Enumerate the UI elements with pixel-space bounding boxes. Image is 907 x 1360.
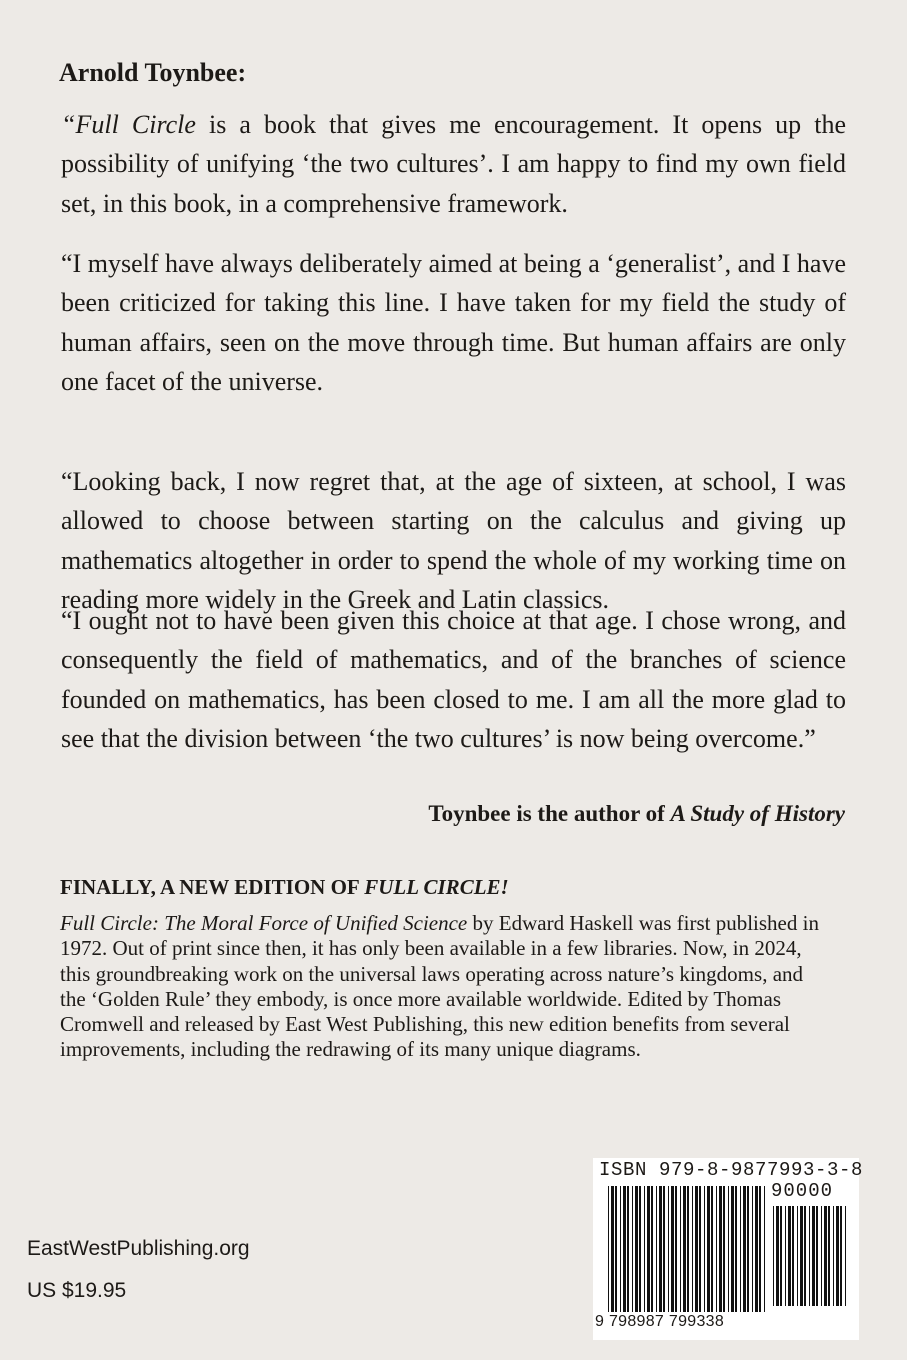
barcode-bar — [785, 1206, 786, 1306]
barcode-bar — [731, 1186, 734, 1312]
ean-barcode-bars — [608, 1186, 768, 1320]
edition-description — [60, 911, 830, 1063]
barcode-bar — [675, 1186, 677, 1312]
quote-paragraph-3: “Looking back, I now regret that, at the age of sixteen, at school, I was allowed to choose between starting on the calculus and giving up mathematics altogether in order to spend the whole of my working time on reading more widely in the Greek and Latin classics. — [61, 467, 846, 615]
barcode-bar — [707, 1186, 710, 1312]
barcode-bar — [764, 1186, 765, 1312]
barcode-bar — [816, 1206, 818, 1306]
quote-paragraph-1-text: is a book that gives me encouragement. It opens up the possibility of unifying ‘the two cultures’. I am happy to find my own field set, in this book, in a comprehensive framework. — [61, 110, 847, 218]
barcode-bar — [656, 1186, 657, 1312]
barcode-bar — [635, 1186, 638, 1312]
attribution-prefix: Toynbee is the author of — [428, 801, 671, 826]
barcode-bar — [699, 1186, 701, 1312]
quote-paragraph-2: “I myself have always deliberately aimed at being a ‘generalist’, and I have been criticized for taking this line. I have taken for my field the study of human affairs, seen on the move through time. But human affairs are only one facet of the universe. — [61, 249, 846, 397]
attribution-book-title: A Study of History — [670, 801, 845, 826]
barcode-bar — [833, 1206, 834, 1306]
barcode-bar — [780, 1206, 782, 1306]
barcode-bar — [773, 1206, 774, 1306]
barcode-bar — [740, 1186, 741, 1312]
barcode-bar — [845, 1206, 846, 1306]
barcode-bar — [639, 1186, 641, 1312]
isbn-label: ISBN 979-8-9877993-3-8 — [599, 1159, 864, 1181]
barcode-bar — [611, 1186, 614, 1312]
barcode-bar — [752, 1186, 753, 1312]
barcode-bar — [704, 1186, 705, 1312]
barcode-bar — [800, 1206, 803, 1306]
barcode-bar — [812, 1206, 815, 1306]
quote-attribution — [428, 801, 845, 827]
barcode-bar — [615, 1186, 617, 1312]
price-addon-code: 90000 — [771, 1180, 834, 1202]
barcode-bar — [804, 1206, 806, 1306]
barcode-bar — [719, 1186, 722, 1312]
barcode-bar — [840, 1206, 842, 1306]
ean-digits: 9 798987 799338 — [595, 1313, 725, 1330]
edition-description-text: by Edward Haskell was first published in 1972. Out of print since then, it has only been available in a few libraries. Now, in 2024, this groundbreaking work on the universal laws operating across nature’s kingdoms, and the ‘Golden Rule’ they embody, is once more available worldwide. Edited by Thomas Cromwell and released by East West Publishing, this new edition benefits from several improvements, including the redrawing of its many unique diagrams. — [60, 911, 819, 1062]
barcode-bar — [821, 1206, 822, 1306]
book-title-inline: “Full Circle — [61, 110, 196, 139]
barcode-bar — [644, 1186, 645, 1312]
barcode-bar — [623, 1186, 626, 1312]
barcode-bar — [776, 1206, 779, 1306]
barcode-bar — [695, 1186, 698, 1312]
barcode-bar — [759, 1186, 761, 1312]
barcode-bar — [671, 1186, 674, 1312]
barcode-bar — [828, 1206, 830, 1306]
barcode-bar — [824, 1206, 827, 1306]
quote-paragraph-1 — [61, 105, 846, 223]
barcode-bar — [627, 1186, 629, 1312]
edition-heading — [60, 875, 509, 900]
barcode-bar — [663, 1186, 665, 1312]
barcode-bar — [683, 1186, 686, 1312]
barcode-bar — [711, 1186, 713, 1312]
barcode-bar — [716, 1186, 717, 1312]
edition-book-title: Full Circle: The Moral Force of Unified Science — [60, 911, 468, 935]
barcode-bar — [788, 1206, 791, 1306]
barcode-bar — [659, 1186, 662, 1312]
barcode-bar — [668, 1186, 669, 1312]
barcode-bar — [735, 1186, 737, 1312]
quote-heading: Arnold Toynbee: — [59, 58, 247, 87]
barcode-bar — [809, 1206, 810, 1306]
barcode-bar — [608, 1186, 609, 1312]
barcode-bar — [647, 1186, 650, 1312]
barcode-bar — [723, 1186, 725, 1312]
addon-barcode-bars — [773, 1206, 849, 1306]
barcode-bar — [755, 1186, 758, 1312]
barcode-bar — [797, 1206, 798, 1306]
barcode-bar — [792, 1206, 794, 1306]
barcode-bar — [836, 1206, 839, 1306]
barcode-bar — [651, 1186, 653, 1312]
edition-heading-title: FULL CIRCLE! — [364, 875, 509, 899]
barcode-bar — [632, 1186, 633, 1312]
barcode-bar — [687, 1186, 689, 1312]
isbn-barcode — [593, 1158, 864, 1340]
barcode-bar — [692, 1186, 693, 1312]
barcode-bar — [728, 1186, 729, 1312]
barcode-bar — [743, 1186, 746, 1312]
price-label: US $19.95 — [27, 1279, 127, 1302]
edition-heading-prefix: FINALLY, A NEW EDITION OF — [60, 875, 365, 899]
publisher-website: EastWestPublishing.org — [27, 1237, 250, 1260]
barcode-bar — [747, 1186, 749, 1312]
barcode-bar — [680, 1186, 681, 1312]
quote-paragraph-4: “I ought not to have been given this choice at that age. I chose wrong, and consequently the field of mathematics, and of the branches of science founded on mathematics, has been closed to me. I am all the more glad to see that the division between ‘the two cultures’ is now being overcome.” — [61, 606, 846, 754]
barcode-bar — [620, 1186, 621, 1312]
